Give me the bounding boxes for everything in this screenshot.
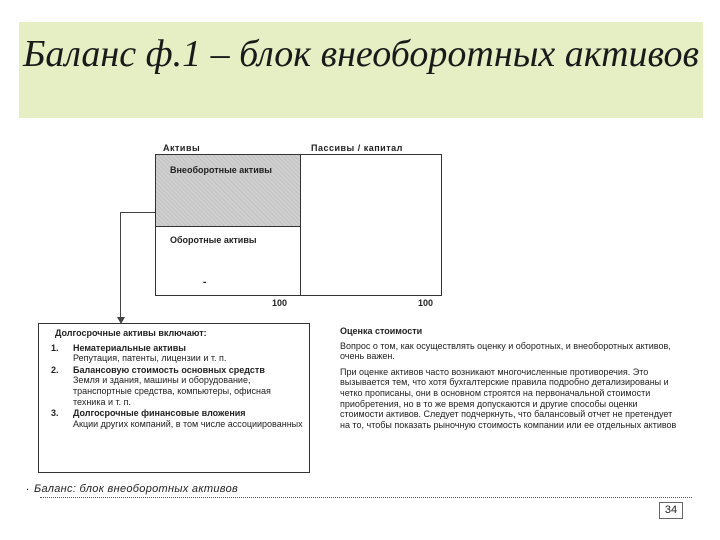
title-banner	[19, 22, 703, 118]
caption-bullet: .	[26, 481, 30, 493]
list-item	[45, 408, 305, 429]
scale-left: 100	[272, 298, 288, 308]
longterm-heading: Долгосрочные активы включают:	[55, 328, 207, 338]
dash-mark: -	[203, 277, 207, 288]
item-number: 2.	[51, 364, 59, 375]
assets-column	[156, 155, 301, 295]
item-number: 3.	[51, 408, 59, 419]
item-description: Земля и здания, машины и оборудование, транспортные средства, компьютеры, офисная техника и т. п.	[73, 375, 271, 407]
item-number: 1.	[51, 342, 59, 353]
item-title: Долгосрочные финансовые вложения	[73, 408, 246, 419]
liabilities-header: Пассивы / капитал	[311, 143, 403, 153]
scale-right: 100	[418, 298, 434, 308]
item-title: Нематериальные активы	[73, 342, 186, 353]
list-item	[45, 365, 305, 407]
item-title: Балансовую стоимость основных средств	[73, 364, 265, 375]
assets-divider	[156, 226, 300, 227]
valuation-paragraph-2: При оценке активов часто возникают многочисленные противоречия. Это вызывается тем, что хотя бухгалтерские правила подробно детализированы и четко прописаны, они в основном строятся на первоначальной стоимости приобретения, но в то же время допускаются и другие способы оценки стоимости активов. Следует подчеркнуть, что балансовый отчет не претендует на то, чтобы показать рыночную стоимость компании или ее отдельных активов	[340, 366, 677, 430]
valuation-paragraph-1: Вопрос о том, как осуществлять оценку и оборотных, и внеоборотных активов, очень важен.	[340, 340, 671, 362]
longterm-assets-content	[45, 328, 305, 430]
list-item	[45, 343, 305, 364]
noncurrent-assets-label: Внеоборотные активы	[170, 165, 272, 175]
figure-caption: Баланс: блок внеоборотных активов	[34, 483, 239, 495]
assets-header: Активы	[163, 143, 201, 153]
valuation-title: Оценка стоимости	[340, 326, 423, 336]
connector-line	[120, 212, 155, 322]
page-number: 34	[659, 502, 683, 519]
longterm-assets-box	[38, 323, 310, 473]
valuation-block	[340, 326, 680, 435]
slide-title: Баланс ф.1 – блок внеоборотных активов	[22, 33, 700, 75]
dotted-rule	[40, 497, 692, 498]
current-assets-label: Оборотные активы	[170, 235, 257, 245]
balance-diagram	[155, 154, 442, 296]
item-description: Репутация, патенты, лицензии и т. п.	[73, 353, 227, 364]
item-description: Акции других компаний, в том числе ассоциированных	[73, 418, 303, 429]
